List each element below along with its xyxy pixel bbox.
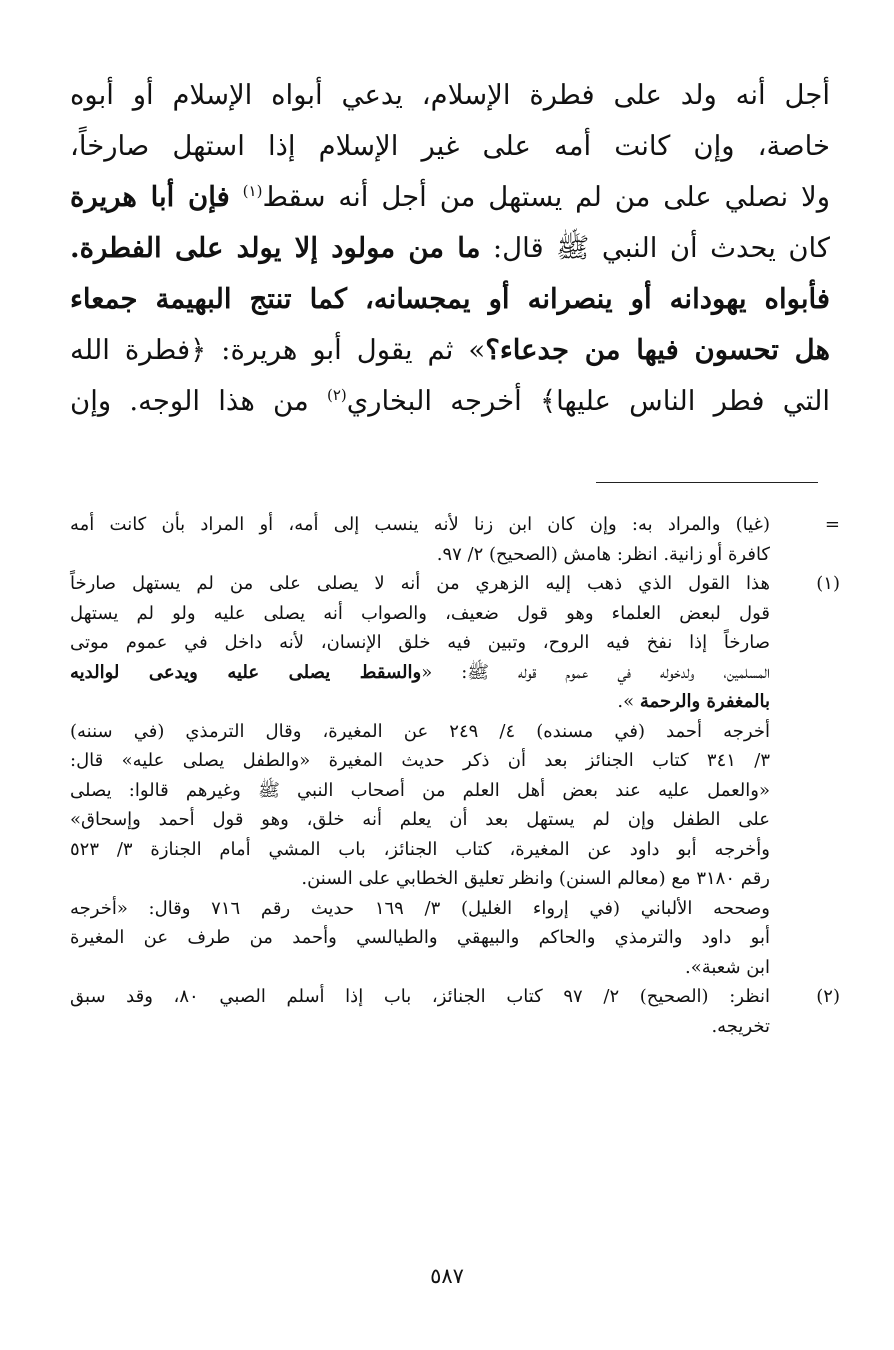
main-line-6 xyxy=(70,325,830,376)
note1-line-9: على الطفل وإن لم يستهل بعد أن يعلم أنه خلق، وهو قول أحمد وإسحاق» xyxy=(70,809,770,830)
note1-line-5 xyxy=(70,687,770,717)
footnote-1 xyxy=(70,569,840,982)
main-line-7-end: من هذا الوجه. وإن xyxy=(70,385,309,417)
note1-line-5-end: ». xyxy=(617,691,635,712)
note1-line-2: قول لبعض العلماء وهو قول ضعيف، والصواب أنه يصلى عليه ولو لم يستهل xyxy=(70,602,770,624)
note1-line-12: وصححه الألباني (في إرواء الغليل) ٣/ ١٦٩ حديث رقم ٧١٦ وقال: «أخرجه xyxy=(70,897,770,919)
page-number: ٥٨٧ xyxy=(430,1264,464,1288)
hadith-text-2: فأبواه يهودانه أو ينصرانه أو يمجسانه، كما تنتج البهيمة جمعاء xyxy=(70,283,830,315)
footnote-ref-1[interactable]: (١) xyxy=(242,181,263,200)
note2-line-1: انظر: (الصحيح) ٢/ ٩٧ كتاب الجنائز، باب إذا أسلم الصبي ٨٠، وقد سبق xyxy=(70,986,770,1007)
main-line-3 xyxy=(70,172,830,223)
note1-line-13: أبو داود والترمذي والحاكم والبيهقي والطيالسي وأحمد من طرف عن المغيرة xyxy=(70,927,770,948)
main-line-7-text: التي فطر الناس عليها﴾ أخرجه البخاري xyxy=(346,385,830,417)
note1-hadith-2: بالمغفرة والرحمة xyxy=(639,691,770,712)
note1-line-4-text: المسلمين، ولدخوله في عموم قوله ﷺ: « xyxy=(421,661,770,683)
footnote-ref-2[interactable]: (٢) xyxy=(326,385,347,404)
footnote-2 xyxy=(70,982,840,1041)
footnote-2-marker: (٢) xyxy=(816,986,840,1007)
main-line-4 xyxy=(70,223,830,274)
cont-line-1: (غيا) والمراد به: وإن كان ابن زنا لأنه ينسب إلى أمه، أو المراد بأن كانت أمه xyxy=(70,514,770,535)
note2-line-2: تخريجه. xyxy=(711,1015,770,1037)
main-line-3-end: فإن أبا هريرة xyxy=(70,181,230,213)
cont-line-2: كافرة أو زانية. انظر: هامش (الصحيح) ٢/ ٩٧. xyxy=(436,543,770,565)
continuation-marker: = xyxy=(824,514,840,535)
note1-line-3: صارخاً إذا نفخ فيه الروح، وتبين فيه خلق الإنسان، لأنه داخل في عموم موتى xyxy=(70,632,770,653)
footnote-continuation xyxy=(70,510,840,569)
hadith-text-3: هل تحسون فيها من جدعاء؟ xyxy=(485,334,830,366)
main-line-2: خاصة، وإن كانت أمه على غير الإسلام إذا استهل صارخاً، xyxy=(70,130,830,162)
footnote-1-marker: (١) xyxy=(816,573,840,594)
main-line-4-text: كان يحدث أن النبي ﷺ قال: xyxy=(492,232,830,264)
note1-line-14: ابن شعبة». xyxy=(684,956,770,978)
main-line-3-text: ولا نصلي على من لم يستهل من أجل أنه سقط xyxy=(262,181,831,213)
main-line-7 xyxy=(70,376,830,427)
note1-hadith-1: والسقط يصلى عليه ويدعى لوالديه xyxy=(70,661,422,683)
main-line-1: أجل أنه ولد على فطرة الإسلام، يدعي أبواه الإسلام أو أبوه xyxy=(70,79,830,111)
main-line-6-end: » ثم يقول أبو هريرة: ﴿فطرة الله xyxy=(70,334,486,366)
main-text xyxy=(70,70,830,427)
note1-line-4 xyxy=(70,658,770,688)
note1-line-11: رقم ٣١٨٠ مع (معالم السنن) وانظر تعليق الخطابي على السنن. xyxy=(301,868,770,889)
footnote-separator xyxy=(596,482,818,483)
note1-line-10: وأخرجه أبو داود عن المغيرة، كتاب الجنائز، باب المشي أمام الجنازة ٣/ ٥٢٣ xyxy=(70,838,770,860)
footnotes xyxy=(70,510,840,1041)
note1-line-8: «والعمل عليه عند بعض أهل العلم من أصحاب النبي ﷺ وغيرهم قالوا: يصلى xyxy=(70,779,770,801)
note1-line-7: ٣/ ٣٤١ كتاب الجنائز بعد أن ذكر حديث المغيرة «والطفل يصلى عليه» قال: xyxy=(70,750,770,771)
note1-line-1: هذا القول الذي ذهب إليه الزهري من أنه لا يصلى على من لم يستهل صارخاً xyxy=(70,573,770,594)
hadith-text-1: ما من مولود إلا يولد على الفطرة. xyxy=(70,232,481,264)
note1-line-6: أخرجه أحمد (في مسنده) ٤/ ٢٤٩ عن المغيرة، وقال الترمذي (في سننه) xyxy=(70,720,770,742)
